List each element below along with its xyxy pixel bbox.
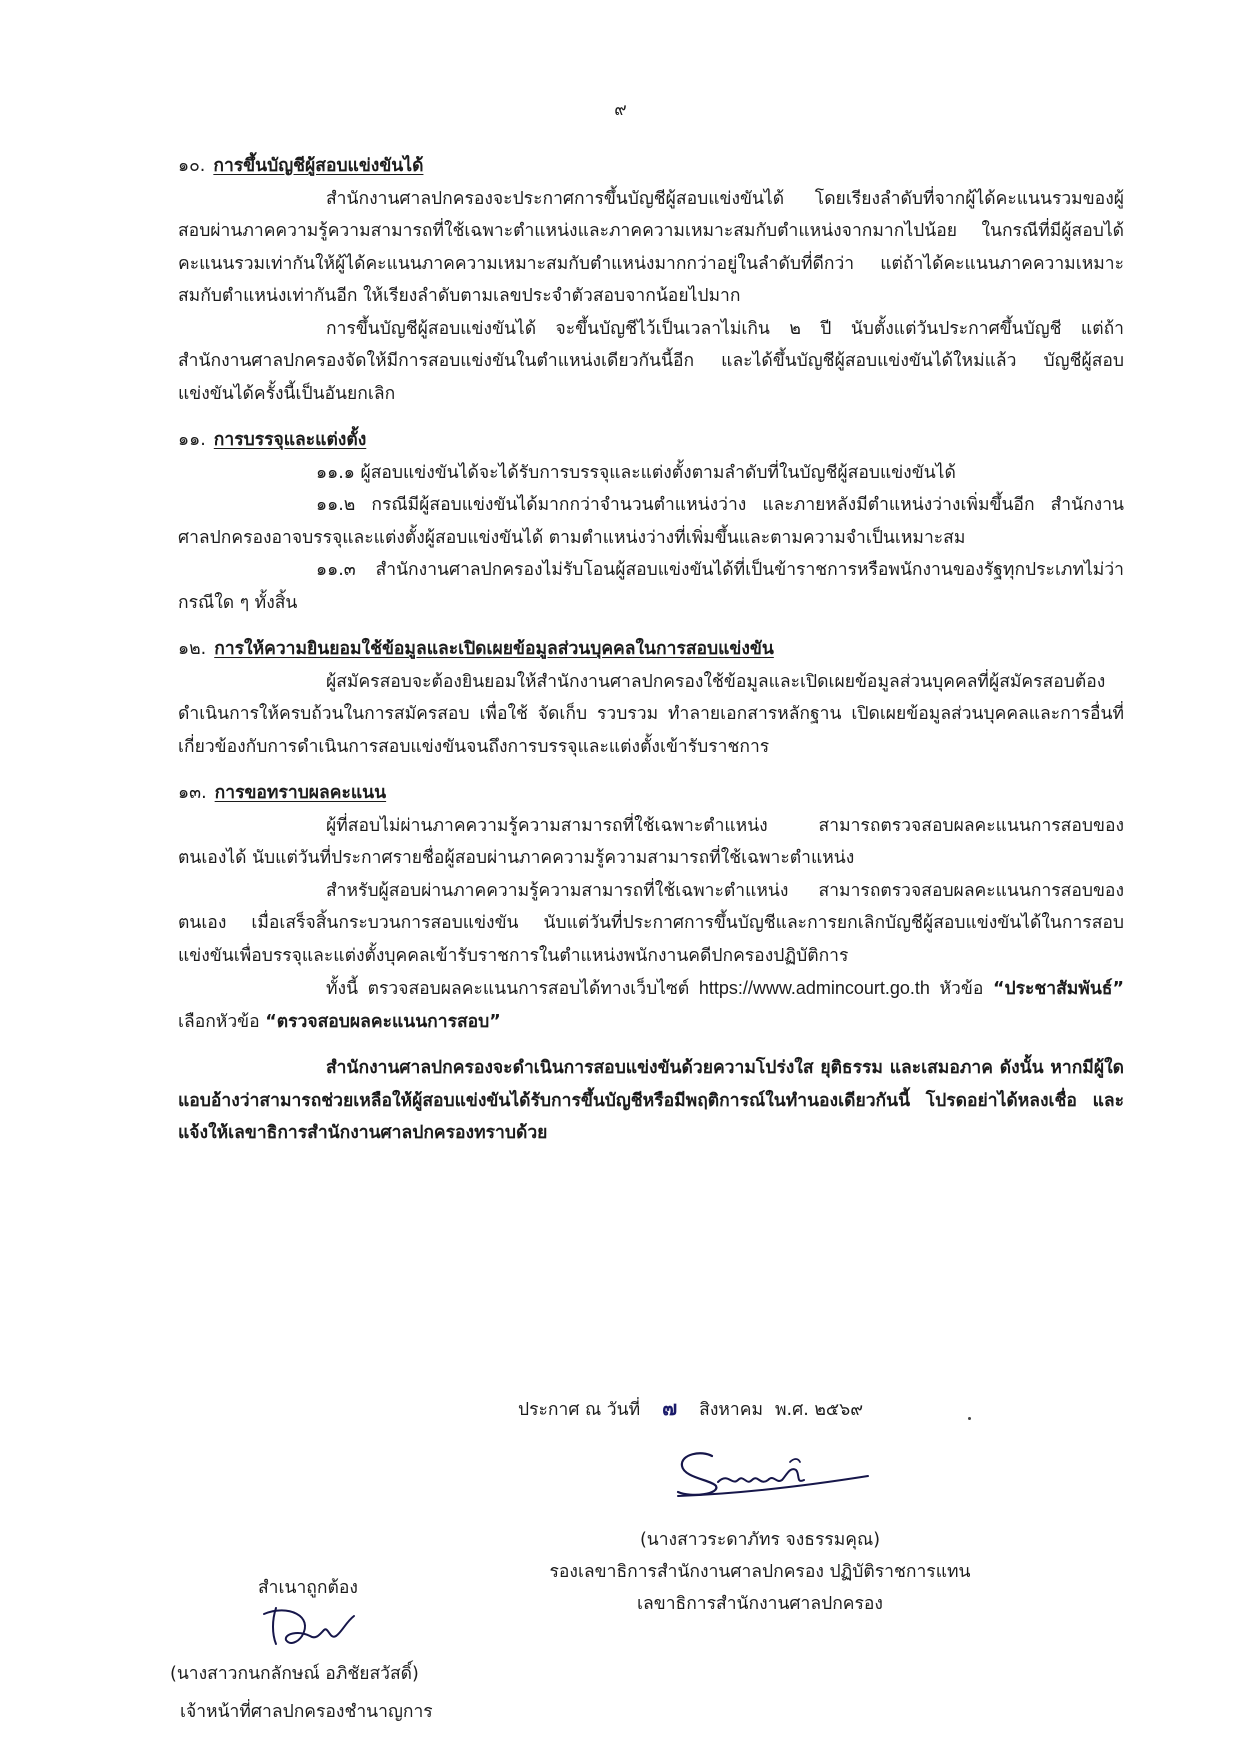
signature-image [672, 1436, 872, 1508]
choose-label: เลือกหัวข้อ [178, 1011, 260, 1032]
announcement-month: สิงหาคม [699, 1400, 764, 1420]
section-title: การขอทราบผลคะแนน [214, 783, 387, 803]
paragraph: สำนักงานศาลปกครองจะประกาศการขึ้นบัญชีผู้สอบแข่งขันได้ โดยเรียงลำดับที่จากผู้ได้คะแนนรวมของผู้สอบผ่านภาคความรู้ความสามารถที่ใช้เฉพาะตำแหน่งและภาคความเหมาะสมกับตำแหน่งจากมากไปน้อย ในกรณีที่มีผู้สอบได้คะแนนรวมเท่ากันให้ผู้ได้คะแนนภาคความเหมาะสมกับตำแหน่งมากกว่าอยู่ในลำดับที่ดีกว่า แต่ถ้าได้คะแนนภาคความเหมาะสมกับตำแหน่งเท่ากันอีก ให้เรียงลำดับตามเลขประจำตัวสอบจากน้อยไปมาก [178, 188, 1124, 306]
announcement-prefix: ประกาศ ณ วันที่ [518, 1400, 641, 1420]
sub-item: ๑๑.๓ สำนักงานศาลปกครองไม่รับโอนผู้สอบแข่งขันได้ที่เป็นข้าราชการหรือพนักงานของรัฐทุกประเภทไม่ว่ากรณีใด ๆ ทั้งสิ้น [178, 560, 1124, 613]
section-title: การให้ความยินยอมใช้ข้อมูลและเปิดเผยข้อมูลส่วนบุคคลในการสอบแข่งขัน [214, 639, 774, 659]
section-title: การขึ้นบัญชีผู้สอบแข่งขันได้ [213, 156, 424, 176]
paragraph: การขึ้นบัญชีผู้สอบแข่งขันได้ จะขึ้นบัญชีไว้เป็นเวลาไม่เกิน ๒ ปี นับตั้งแต่วันประกาศขึ้นบัญชี แต่ถ้าสำนักงานศาลปกครองจัดให้มีการสอบแข่งขันในตำแหน่งเดียวกันนี้อีก และได้ขึ้นบัญชีผู้สอบแข่งขันได้ใหม่แล้ว บัญชีผู้สอบแข่งขันได้ครั้งนี้เป็นอันยกเลิก [178, 318, 1124, 404]
section-number: ๑๓. [178, 783, 207, 803]
section-number: ๑๐. [178, 156, 206, 176]
page-number: ๙ [614, 100, 627, 120]
signer-name: (นางสาวระดาภัทร จงธรรมคุณ) [639, 1530, 881, 1550]
choose-topic-name: “ตรวจสอบผลคะแนนการสอบ” [265, 1011, 501, 1032]
document-body [178, 150, 1124, 1150]
closing-statement: สำนักงานศาลปกครองจะดำเนินการสอบแข่งขันด้วยความโปร่งใส ยุติธรรม และเสมอภาค ดังนั้น หากมีผู้ใดแอบอ้างว่าสามารถช่วยเหลือให้ผู้สอบแข่งขันได้รับการขึ้นบัญชีหรือมีพฤติการณ์ในทำนองเดียวกันนี้ โปรดอย่าได้หลงเชื่อ และแจ้งให้เลขาธิการสำนักงานศาลปกครองทราบด้วย [178, 1058, 1124, 1143]
announcement-day: ๗ [662, 1398, 678, 1420]
sub-item: ๑๑.๒ กรณีมีผู้สอบแข่งขันได้มากกว่าจำนวนตำแหน่งว่าง และภายหลังมีตำแหน่งว่างเพิ่มขึ้นอีก สำนักงานศาลปกครองอาจบรรจุและแต่งตั้งผู้สอบแข่งขันได้ ตามตำแหน่งว่างที่เพิ่มขึ้นและตามความจำเป็นเหมาะสม [178, 495, 1124, 548]
signer-block [500, 1524, 1020, 1620]
certifier-signature-image [258, 1600, 368, 1650]
certifier-name: (นางสาวกนกลักษณ์ อภิชัยสวัสดิ์) [170, 1664, 419, 1684]
website-url: https://www.admincourt.go.th [698, 978, 930, 998]
certified-copy-label: สำเนาถูกต้อง [258, 1578, 358, 1598]
section-number: ๑๒. [178, 639, 207, 659]
section-heading [178, 633, 1124, 666]
paragraph: ผู้สมัครสอบจะต้องยินยอมให้สำนักงานศาลปกครองใช้ข้อมูลและเปิดเผยข้อมูลส่วนบุคคลที่ผู้สมัครสอบต้องดำเนินการให้ครบถ้วนในการสมัครสอบ เพื่อใช้ จัดเก็บ รวบรวม ทำลายเอกสารหลักฐาน เปิดเผยข้อมูลส่วนบุคคลและการอื่นที่เกี่ยวข้องกับการดำเนินการสอบแข่งขันจนถึงการบรรจุและแต่งตั้งเข้ารับราชการ [178, 671, 1124, 757]
certifier-position: เจ้าหน้าที่ศาลปกครองชำนาญการ [180, 1702, 433, 1722]
section-heading [178, 150, 1124, 183]
topic-label: หัวข้อ [939, 979, 984, 999]
sub-item: ๑๑.๑ ผู้สอบแข่งขันได้จะได้รับการบรรจุและแต่งตั้งตามลำดับที่ในบัญชีผู้สอบแข่งขันได้ [316, 462, 956, 483]
signer-position-line2: เลขาธิการสำนักงานศาลปกครอง [637, 1594, 883, 1614]
website-paragraph [178, 972, 1124, 1038]
section-12 [178, 633, 1124, 763]
scan-speck [968, 1417, 971, 1420]
paragraph: ผู้ที่สอบไม่ผ่านภาคความรู้ความสามารถที่ใช้เฉพาะตำแหน่ง สามารถตรวจสอบผลคะแนนการสอบของตนเองได้ นับแต่วันที่ประกาศรายชื่อผู้สอบผ่านภาคความรู้ความสามารถที่ใช้เฉพาะตำแหน่ง [178, 815, 1124, 868]
section-10 [178, 150, 1124, 410]
section-number: ๑๑. [178, 430, 206, 450]
announcement-date [518, 1392, 863, 1424]
section-heading [178, 424, 1124, 457]
topic-name: “ประชาสัมพันธ์” [992, 979, 1124, 999]
section-title: การบรรจุและแต่งตั้ง [213, 430, 367, 450]
announcement-year: พ.ศ. ๒๕๖๙ [775, 1400, 864, 1420]
section-13 [178, 777, 1124, 1038]
website-prefix: ทั้งนี้ ตรวจสอบผลคะแนนการสอบได้ทางเว็บไซต์ [326, 979, 690, 999]
section-heading [178, 777, 1124, 810]
paragraph: สำหรับผู้สอบผ่านภาคความรู้ความสามารถที่ใช้เฉพาะตำแหน่ง สามารถตรวจสอบผลคะแนนการสอบของตนเอง เมื่อเสร็จสิ้นกระบวนการสอบแข่งขัน นับแต่วันที่ประกาศการขึ้นบัญชีและการยกเลิกบัญชีผู้สอบแข่งขันได้ในการสอบแข่งขันเพื่อบรรจุและแต่งตั้งบุคคลเข้ารับราชการในตำแหน่งพนักงานคดีปกครองปฏิบัติการ [178, 880, 1124, 966]
section-11 [178, 424, 1124, 619]
signer-position: รองเลขาธิการสำนักงานศาลปกครอง ปฏิบัติราชการแทน [549, 1562, 971, 1582]
